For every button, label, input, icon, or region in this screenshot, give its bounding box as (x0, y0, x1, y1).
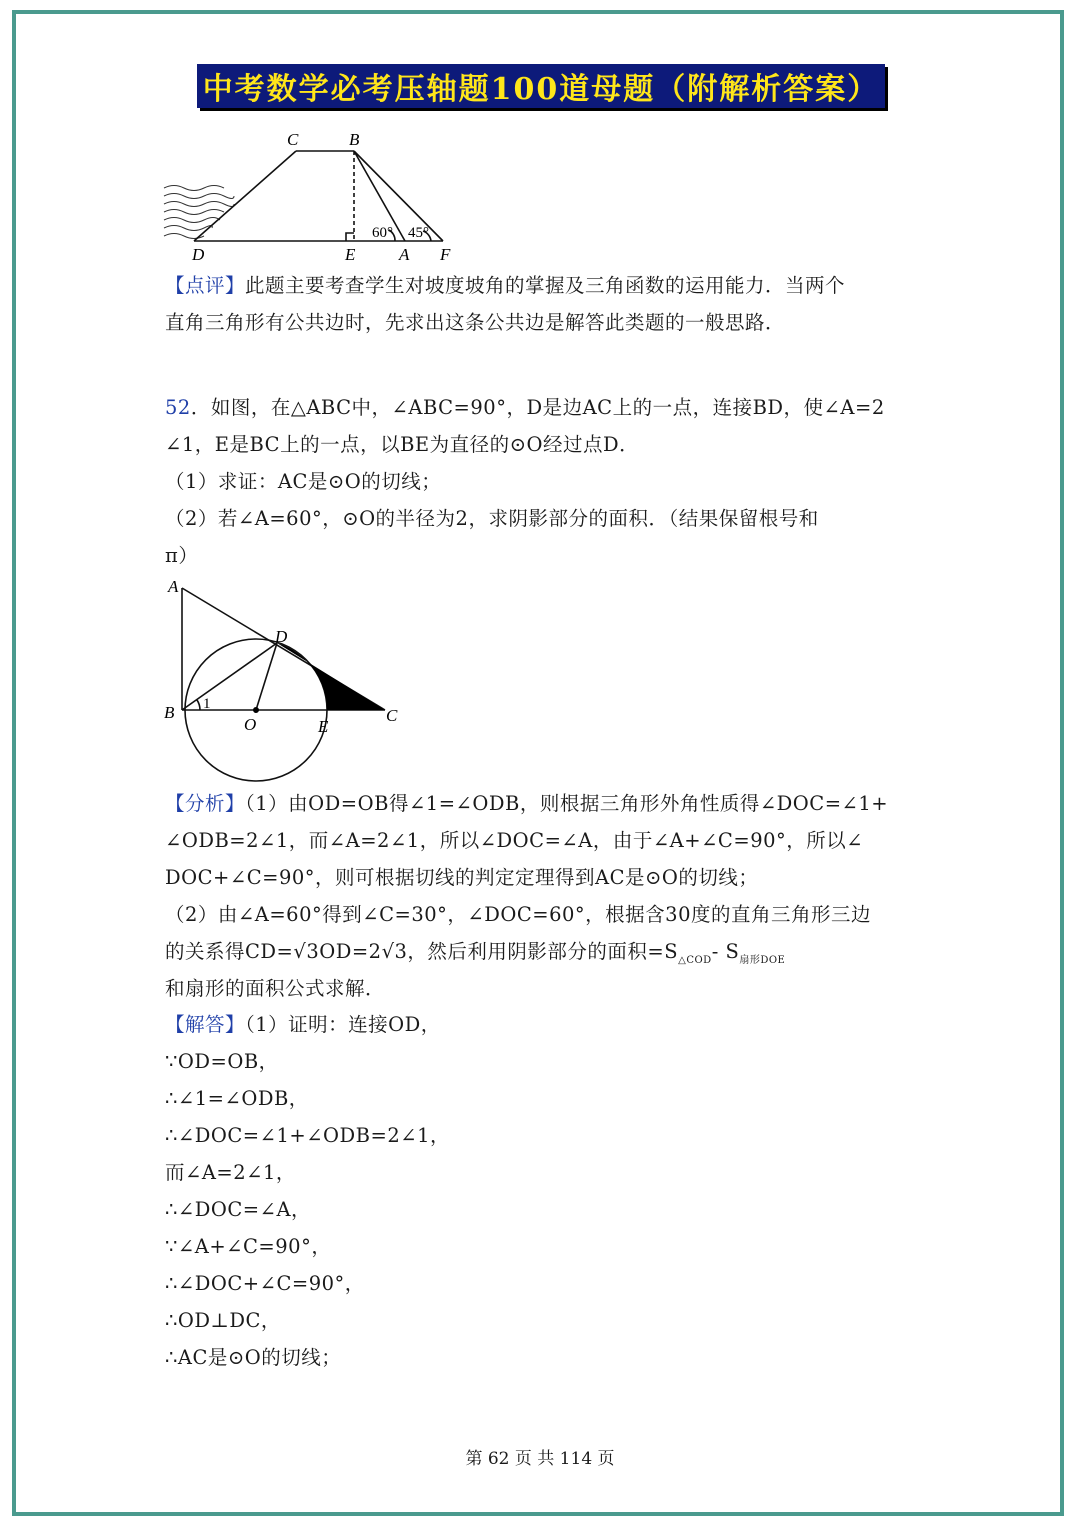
solution-step: ∴∠DOC+∠C=90°， (165, 1272, 365, 1295)
solution-step: 而∠A=2∠1， (165, 1161, 296, 1184)
angle-45-label: 45° (408, 225, 429, 241)
solution-text-1: （1）证明：连接OD， (245, 1013, 441, 1036)
label-O: O (244, 715, 257, 734)
label-A: A (168, 577, 179, 596)
problem-text-1: ．如图，在△ABC中，∠ABC=90°，D是边AC上的一点，连接BD，使∠A=2 (190, 396, 885, 419)
solution-step: ∴OD⊥DC， (165, 1309, 281, 1332)
solution-step: ∴∠1=∠ODB， (165, 1087, 309, 1110)
comment-line-2: 直角三角形有公共边时，先求出这条公共边是解答此类题的一般思路． (165, 311, 786, 334)
subscript-cod: △COD (678, 954, 712, 966)
page-footer: 第 62 页 共 114 页 (465, 1449, 615, 1469)
problem-part-1: （1）求证：AC是⊙O的切线； (165, 470, 442, 493)
label-C: C (386, 706, 398, 725)
analysis-text-1: （1）由OD=OB得∠1=∠ODB，则根据三角形外角性质得∠DOC=∠1+ (245, 792, 889, 815)
label-E: E (345, 245, 356, 264)
solution-step: ∴∠DOC=∠A， (165, 1198, 312, 1221)
analysis-line-1 (165, 785, 925, 822)
problem-line-1 (165, 389, 925, 426)
label-E: E (318, 717, 329, 736)
solution-step: ∵OD=OB， (165, 1050, 279, 1073)
label-F: F (440, 245, 451, 264)
figure2-lines (182, 588, 385, 781)
comment-line-1 (165, 267, 925, 304)
solution-step: ∴AC是⊙O的切线； (165, 1346, 342, 1369)
comment-text-1: 此题主要考查学生对坡度坡角的掌握及三角函数的运用能力．当两个 (245, 274, 846, 297)
figure-dam-cross-section (160, 124, 460, 266)
analysis-text-5b: - S (711, 940, 740, 963)
shaded-region (277, 643, 385, 710)
angle-60-label: 60° (372, 225, 393, 241)
page-title: 中考数学必考压轴题100道母题（附解析答案） (202, 72, 880, 107)
label-A: A (399, 245, 410, 264)
title-banner (197, 64, 885, 108)
solution-step: ∵∠A+∠C=90°， (165, 1235, 332, 1258)
problem-line-2: ∠1，E是BC上的一点，以BE为直径的⊙O经过点D． (165, 433, 640, 456)
analysis-tag: 【分析】 (165, 792, 246, 815)
subscript-sector: 扇形DOE (739, 954, 786, 966)
label-C: C (287, 130, 299, 149)
analysis-line-3: DOC+∠C=90°，则可根据切线的判定定理得到AC是⊙O的切线； (165, 866, 759, 889)
label-D: D (275, 627, 288, 646)
analysis-line-4: （2）由∠A=60°得到∠C=30°，∠DOC=60°，根据含30度的直角三角形三边 (165, 903, 871, 926)
figure-triangle-circle (160, 572, 410, 782)
solution-step: ∴∠DOC=∠1+∠ODB=2∠1， (165, 1124, 450, 1147)
center-point-O (253, 707, 259, 713)
analysis-line-2: ∠ODB=2∠1，而∠A=2∠1，所以∠DOC=∠A，由于∠A+∠C=90°，所以∠ (165, 829, 864, 852)
problem-number: 52 (165, 396, 191, 419)
label-B: B (164, 703, 175, 722)
analysis-line-6: 和扇形的面积公式求解． (165, 977, 386, 1000)
label-B: B (349, 130, 360, 149)
comment-tag: 【点评】 (165, 274, 246, 297)
solution-tag: 【解答】 (165, 1013, 246, 1036)
water-waves (164, 186, 234, 239)
problem-part-2a: （2）若∠A=60°，⊙O的半径为2，求阴影部分的面积．（结果保留根号和 (165, 507, 819, 530)
solution-line-1 (165, 1006, 925, 1043)
analysis-text-5a: 的关系得CD=√3OD=2√3，然后利用阴影部分的面积=S (165, 940, 679, 963)
dam-lines (194, 151, 443, 241)
label-1: 1 (203, 696, 211, 712)
label-D: D (192, 245, 205, 264)
problem-part-2b: π） (165, 544, 199, 567)
